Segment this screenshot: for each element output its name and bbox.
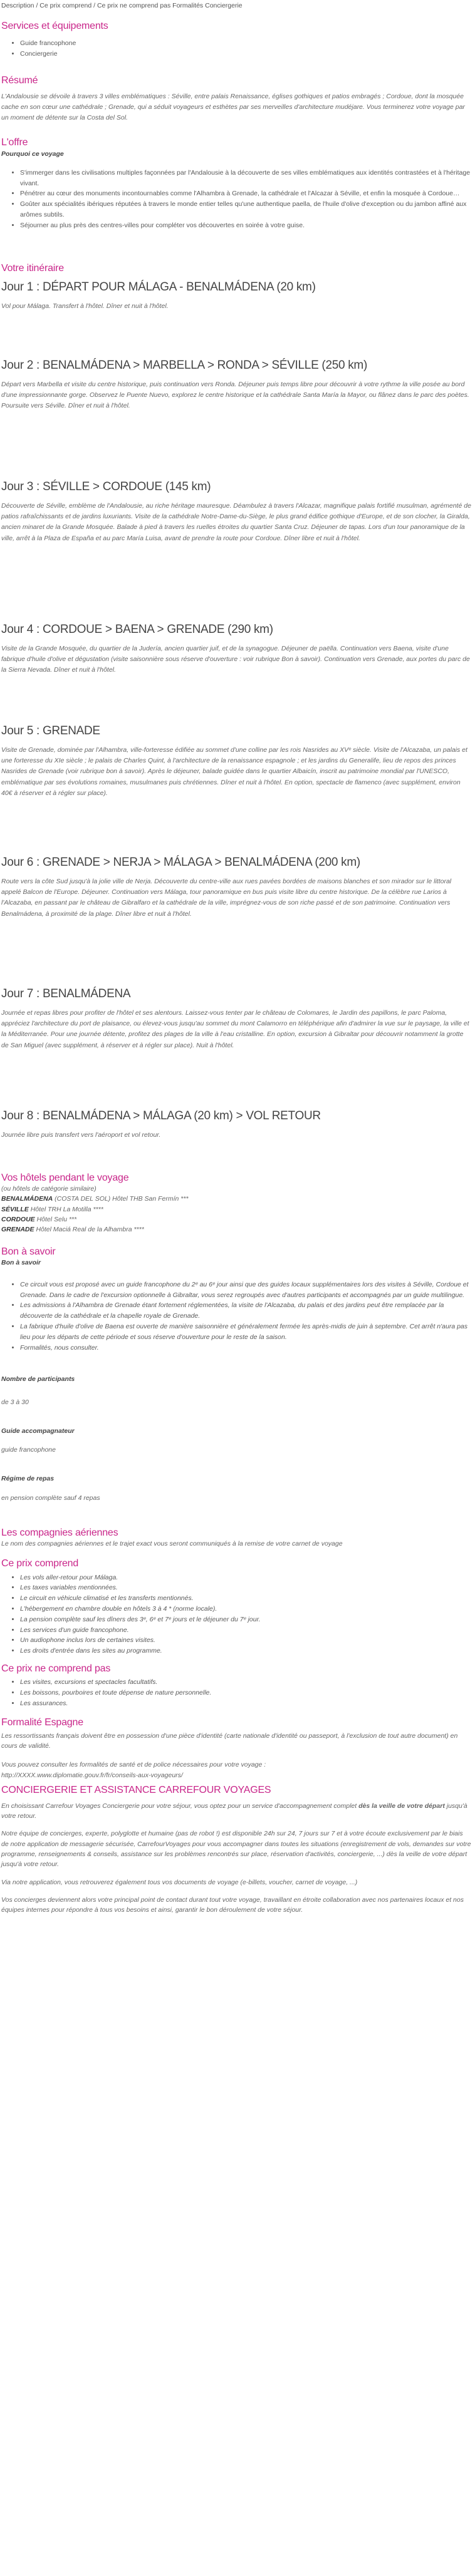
offre-title: L'offre — [1, 137, 28, 148]
repas-label: Régime de repas — [1, 1475, 55, 1483]
compagnies-section — [1, 1527, 471, 1549]
day-title: Jour 3 : SÉVILLE > CORDOUE (145 km) — [1, 480, 211, 493]
itinerary-section — [1, 262, 471, 1172]
services-section — [1, 20, 471, 59]
hotels-title: Vos hôtels pendant le voyage — [1, 1172, 129, 1183]
list-item: • Les assurances. — [20, 1698, 471, 1709]
conciergerie-title: CONCIERGERIE ET ASSISTANCE CARREFOUR VOYAGES — [1, 1784, 271, 1795]
list-item: • Un audiophone inclus lors de certaines visites. — [20, 1635, 471, 1646]
hotel-row: BENALMÁDENA (COSTA DEL SOL) Hôtel THB San Fermín *** — [1, 1195, 189, 1203]
prix-comprend-section — [1, 1557, 471, 1656]
hotels-section — [1, 1172, 471, 1235]
day-5 — [1, 724, 471, 856]
resume-section — [1, 74, 471, 123]
offre-subtitle: Pourquoi ce voyage — [1, 150, 64, 158]
day-3 — [1, 480, 471, 623]
participants-value: de 3 à 30 — [1, 1398, 29, 1406]
conciergerie-text: Notre équipe de concierges, experte, polyglotte et humaine (pas de robot !) est disponible 24h sur 24, 7 jours sur 7 et à votre écoute exclusivement par le biais de notre application de messagerie sécurisée, CarrefourVoyages pour vous accompagner dans toutes les situations (enregistrement de vols, demandes sur votre programme, renseignements & conseils, assistance sur les problèmes rencontrés sur place, réservation d'activités, conciergerie, ...) dès la veille de votre départ jusqu'à votre retour. — [1, 1830, 471, 1869]
resume-title: Résumé — [1, 74, 38, 86]
conciergerie-text: Via notre application, vous retrouverez également tous vos documents de voyage (e-billets, voucher, carnet de voyage, ...) — [1, 1878, 358, 1886]
resume-text: L'Andalousie se dévoile à travers 3 villes emblématiques : Séville, entre palais Renaissance, églises gothiques et patios embragés ; Cordoue, dont la mosquée cache en son cœur une cathédrale ; Grenade, qui a séduit voyageurs et esthètes par ses merveilles d'architecture mudéjare. Vous terminerez votre voyage par un moment de détente sur la Costa del Sol. — [1, 92, 465, 121]
list-item: • Les visites, excursions et spectacles facultatifs. — [20, 1677, 471, 1688]
guide-value: guide francophone — [1, 1446, 56, 1454]
day-text: Vol pour Málaga. Transfert à l'hôtel. Dîner et nuit à l'hôtel. — [1, 302, 169, 310]
day-text: Découverte de Séville, emblème de l'Andalousie, au riche héritage mauresque. Déambulez à travers l'Alcazar, magnifique palais fortifié musulman, agrémenté de patios rafraîchissants et de jardins luxuriants. Visite de la cathédrale Notre-Dame-du-Siège, le plus grand édifice gothique d'Europe, et de son clocher, la Giralda, ancien minaret de la Grande Mosquée. Balade à pied à travers les ruelles étroites du quartier Santa Cruz. Déjeuner de tapas. Lors d'un tour panoramique de la ville, arrêt à la Plaza de España et au parc María Luisa, avant de prendre la route pour Cordoue. Dîner libre et nuit à l'hôtel. — [1, 501, 471, 542]
participants-label: Nombre de participants — [1, 1375, 75, 1383]
list-item: • Pénétrer au cœur des monuments incontournables comme l'Alhambra à Grenade, la cathédrale et l'Alcazar à Séville, et enfin la mosquée à Cordoue… — [20, 188, 471, 199]
list-item: • L'hébergement en chambre double en hôtels 3 à 4 * (norme locale). — [20, 1604, 471, 1614]
day-text: Visite de Grenade, dominée par l'Alhambra, ville-forteresse édifiée au sommet d'une colline par les rois Nasrides au XVᵉ siècle. Visite de l'Alcazaba, un palais et une forteresse du XIe siècle ; le palais de Charles Quint, à l'architecture de la renaissance espagnole ; et les jardins du Generalife, lieu de repos des princes Nasrides de Grenade (voir rubrique bon à savoir). Après le déjeuner, balade guidée dans le quartier Albaicín, inscrit au patrimoine mondial par l'UNESCO, emblématique par ses évolutions romaines, musulmanes puis chrétiennes. Dîner et nuit à l'hôtel. En option, spectacle de flamenco (avec supplément, environ 40€ à réserver et à régler sur place). — [1, 746, 467, 797]
conciergerie-text: En choisissant Carrefour Voyages Conciergerie pour votre séjour, vous optez pour un service d'accompagnement complet dès la veille de votre départ jusqu'à votre retour. — [1, 1802, 467, 1820]
prix-ne-comprend-list — [1, 1677, 471, 1708]
formalites-link[interactable]: http://XXXX.www.diplomatie.gouv.fr/fr/conseils-aux-voyageurs/ — [1, 1771, 183, 1779]
repas-value: en pension complète sauf 4 repas — [1, 1494, 100, 1502]
hotel-row: SÉVILLE Hôtel TRH La Motilla **** — [1, 1205, 103, 1213]
itinerary-title: Votre itinéraire — [1, 262, 64, 274]
list-item: • Ce circuit vous est proposé avec un guide francophone du 2ᵉ au 6ᵉ jour ainsi que des guides locaux supplémentaires lors des visites à Séville, Cordoue et Grenade. Dans le cadre de l'excursion optionnelle à Gibraltar, vous serez regroupés avec d'autres participants et accompagnés par un guide multilingue. — [20, 1280, 471, 1301]
list-item: • La pension complète sauf les dîners des 3ᵉ, 6ᵉ et 7ᵉ jours et le déjeuner du 7ᵉ jour. — [20, 1614, 471, 1625]
list-item: • Les vols aller-retour pour Málaga. — [20, 1573, 471, 1583]
hotels-subtitle: (ou hôtels de catégorie similaire) — [1, 1184, 97, 1193]
day-title: Jour 8 : BENALMÁDENA > MÁLAGA (20 km) > VOL RETOUR — [1, 1109, 321, 1122]
hotel-row: GRENADE Hôtel Maciá Real de la Alhambra **** — [1, 1226, 144, 1234]
breadcrumb: Description / Ce prix comprend / Ce prix ne comprend pas Formalités Conciergerie — [1, 2, 243, 9]
day-text: Route vers la côte Sud jusqu'à la jolie ville de Nerja. Découverte du centre-ville aux rues pavées bordées de maisons blanches et son mirador sur le littoral appelé Balcon de l'Europe. Déjeuner. Continuation vers Málaga, tour panoramique en bus puis visite libre du centre historique. De la célèbre rue Larios à l'Alcazaba, en passant par le château de Gibralfaro et la cathédrale de la ville, imprégnez-vous de son riche passé et de son patrimoine. Continuation vers Benalmádena, à proximité de la plage. Dîner libre et nuit à l'hôtel. — [1, 877, 452, 918]
breadcrumb-prix-comprend[interactable]: Ce prix comprend — [39, 2, 92, 9]
breadcrumb-description[interactable]: Description — [1, 2, 34, 9]
prix-ne-comprend-title: Ce prix ne comprend pas — [1, 1663, 111, 1674]
conciergerie-section — [1, 1784, 471, 1916]
compagnies-text: Le nom des compagnies aériennes et le trajet exact vous seront communiqués à la remise de votre carnet de voyage — [1, 1540, 343, 1548]
prix-comprend-title: Ce prix comprend — [1, 1558, 79, 1569]
compagnies-title: Les compagnies aériennes — [1, 1527, 118, 1538]
bon-a-savoir-list — [1, 1280, 471, 1353]
day-text: Départ vers Marbella et visite du centre historique, puis continuation vers Ronda. Déjeuner puis temps libre pour découvrir à votre rythme la ville posée au bord d'une impressionnante gorge. Observez le Puente Nuevo, explorez le centre historique et la cathédrale Santa María la Mayor, ou flânez dans le parc des poètes. Poursuite vers Séville. Dîner et nuit à l'hôtel. — [1, 380, 469, 410]
list-item: • Conciergerie — [20, 49, 471, 59]
breadcrumb-conciergerie[interactable]: Conciergerie — [205, 2, 243, 9]
day-7 — [1, 987, 471, 1109]
list-item: • S'immerger dans les civilisations multiples façonnées par l'Andalousie à la découverte de ses villes emblématiques aux identités contrastées et à l'héritage vivant. — [20, 168, 471, 189]
list-item: • Les droits d'entrée dans les sites au programme. — [20, 1646, 471, 1656]
list-item: • Le circuit en véhicule climatisé et les transferts mentionnés. — [20, 1593, 471, 1604]
day-title: Jour 1 : DÉPART POUR MÁLAGA - BENALMÁDENA (20 km) — [1, 280, 316, 294]
list-item: • Séjourner au plus près des centres-villes pour compléter vos découvertes en soirée à votre guise. — [20, 220, 471, 231]
guide-label: Guide accompagnateur — [1, 1427, 75, 1435]
list-item: • Formalités, nous consulter. — [20, 1343, 471, 1353]
list-item: • Les admissions à l'Alhambra de Grenade étant fortement réglementées, la visite de l'Alcazaba, du palais et des jardins peut être remplacée par la découverte de la cathédrale et la chapelle royale de Grenade. — [20, 1300, 471, 1321]
breadcrumb-formalites[interactable]: Formalités — [172, 2, 204, 9]
formalites-title: Formalité Espagne — [1, 1716, 83, 1728]
formalites-text: Vous pouvez consulter les formalités de santé et de police nécessaires pour votre voyage : — [1, 1761, 266, 1769]
day-title: Jour 2 : BENALMÁDENA > MARBELLA > RONDA > SÉVILLE (250 km) — [1, 358, 367, 372]
list-item: • Les services d'un guide francophone. — [20, 1625, 471, 1636]
day-title: Jour 5 : GRENADE — [1, 724, 100, 737]
day-6 — [1, 856, 471, 987]
conciergerie-text: Vos concierges deviennent alors votre principal point de contact durant tout votre voyage, travaillant en étroite collaboration avec nos partenaires locaux et nos équipes internes pour répondre à tous vos besoins et ainsi, garantir le bon déroulement de votre séjour. — [1, 1896, 464, 1914]
offre-section — [1, 136, 471, 230]
day-title: Jour 6 : GRENADE > NERJA > MÁLAGA > BENALMÁDENA (200 km) — [1, 855, 360, 869]
hotel-row: CORDOUE Hôtel Selu *** — [1, 1215, 77, 1223]
list-item: • Les taxes variables mentionnées. — [20, 1583, 471, 1593]
list-item: • Goûter aux spécialités ibériques réputées à travers le monde entier telles qu'une authentique paella, de l'huile d'olive d'exception ou du jambon affiné aux arômes subtils. — [20, 199, 471, 220]
formalites-text: Les ressortissants français doivent être en possession d'une pièce d'identité (carte nationale d'identité ou passeport, à l'exclusion de tout autre document) en cours de validité. — [1, 1732, 458, 1750]
day-4 — [1, 623, 471, 724]
services-list — [1, 38, 471, 59]
offre-list — [1, 168, 471, 231]
bon-a-savoir-subtitle: Bon à savoir — [1, 1259, 41, 1267]
day-8 — [1, 1109, 471, 1172]
prix-comprend-list — [1, 1573, 471, 1656]
prix-ne-comprend-section — [1, 1663, 471, 1709]
day-text: Journée et repas libres pour profiter de l'hôtel et ses alentours. Laissez-vous tenter par le château de Colomares, le Jardin des papillons, le parc Paloma, appréciez l'architecture du port de plaisance, ou élevez-vous jusqu'au sommet du mont Calamorro en téléphérique afin d'admirer la vue sur le paysage, la ville et la Méditerranée. Pour une journée détente, profitez des plages de la ville à l'eau cristalline. En option, excursion à Gibraltar pour découvrir notamment la grotte de San Miguel (avec supplément, à réserver et à régler sur place). Nuit à l'hôtel. — [1, 1008, 469, 1049]
day-title: Jour 4 : CORDOUE > BAENA > GRENADE (290 km) — [1, 622, 273, 636]
services-title: Services et équipements — [1, 21, 108, 31]
list-item: • La fabrique d'huile d'olive de Baena est ouverte de manière saisonnière et généralement fermée les après-midis de juin à septembre. Cet arrêt n'aura pas lieu pour les départs de cette période et sous réserve d'ouverture pour le reste de la saison. — [20, 1321, 471, 1343]
day-text: Visite de la Grande Mosquée, du quartier de la Judería, ancien quartier juif, et de la synagogue. Déjeuner de paëlla. Continuation vers Baena, visite d'une fabrique d'huile d'olive et dégustation (visite saisonnière sous réserve d'ouverture : voir rubrique Bon à savoir). Continuation vers Grenade, aux portes du parc de la Sierra Nevada. Dîner et nuit à l'hôtel. — [1, 644, 470, 674]
breadcrumb-prix-ne-comprend[interactable]: Ce prix ne comprend pas — [97, 2, 171, 9]
list-item: • Guide francophone — [20, 38, 471, 49]
list-item: • Les boissons, pourboires et toute dépense de nature personnelle. — [20, 1688, 471, 1698]
day-text: Journée libre puis transfert vers l'aéroport et vol retour. — [1, 1131, 161, 1139]
formalites-section — [1, 1716, 471, 1780]
day-title: Jour 7 : BENALMÁDENA — [1, 987, 131, 1000]
day-2 — [1, 359, 471, 480]
day-1 — [1, 280, 471, 359]
info-section — [1, 1374, 471, 1503]
bon-a-savoir-section — [1, 1246, 471, 1353]
bon-a-savoir-title: Bon à savoir — [1, 1246, 56, 1258]
